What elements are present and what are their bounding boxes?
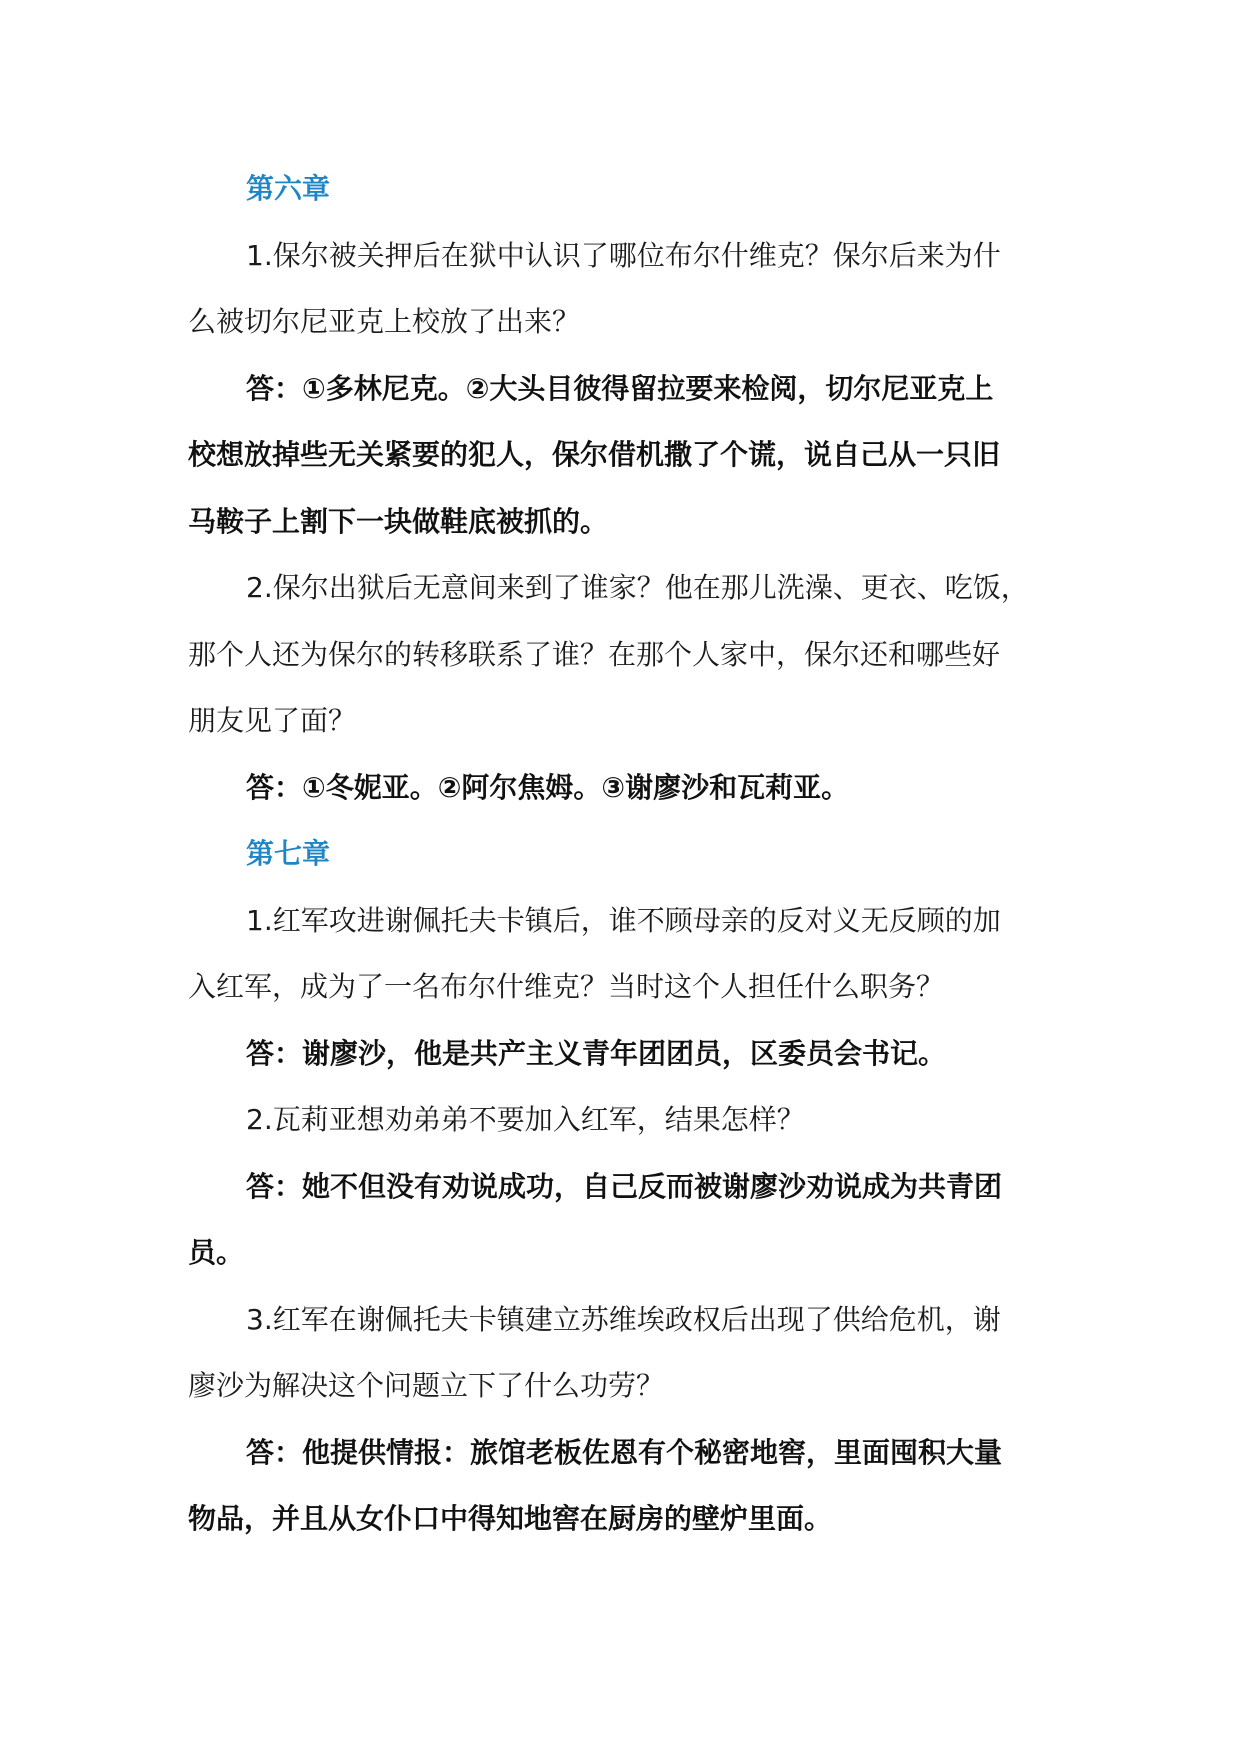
chapter-7-heading: 第七章 [246,837,331,870]
chapter-6-heading: 第六章 [246,172,331,205]
ch6-answer-1-line-2: 校想放掉些无关紧要的犯人，保尔借机撒了个谎，说自己从一只旧 [188,438,1001,471]
ch7-question-2-line-1: 2.瓦莉亚想劝弟弟不要加入红军，结果怎样？ [246,1103,805,1136]
ch7-question-1-line-1: 1.红军攻进谢佩托夫卡镇后，谁不顾母亲的反对义无反顾的加 [246,903,1001,937]
ch6-question-2-line-2: 那个人还为保尔的转移联系了谁？在那个人家中，保尔还和哪些好 [188,637,1001,671]
ch6-question-2-line-3: 朋友见了面？ [188,704,357,737]
ch6-question-1-line-2: 么被切尔尼亚克上校放了出来？ [188,305,581,338]
ch7-answer-3-line-1: 答：他提供情报：旅馆老板佐恩有个秘密地窖，里面囤积大量 [246,1435,1003,1469]
ch6-answer-1-line-1: 答：①多林尼克。②大头目彼得留拉要来检阅，切尔尼亚克上 [246,371,994,405]
ch7-question-1-line-2: 入红军，成为了一名布尔什维克？当时这个人担任什么职务？ [188,970,945,1003]
ch7-question-3-line-2: 廖沙为解决这个问题立下了什么功劳？ [188,1369,665,1402]
ch7-question-3-line-1: 3.红军在谢佩托夫卡镇建立苏维埃政权后出现了供给危机，谢 [246,1302,1001,1336]
ch7-answer-2-line-2: 员。 [188,1236,245,1269]
ch6-answer-1-line-3: 马鞍子上割下一块做鞋底被抓的。 [188,504,609,538]
ch7-answer-2-line-1: 答：她不但没有劝说成功，自己反而被谢廖沙劝说成为共青团 [246,1169,1003,1203]
ch6-question-2-line-1: 2.保尔出狱后无意间来到了谁家？他在那儿洗澡、更衣、吃饭， [246,571,1029,604]
ch7-answer-1-line-1: 答：谢廖沙，他是共产主义青年团团员，区委员会书记。 [246,1036,947,1070]
ch6-question-1-line-1: 1.保尔被关押后在狱中认识了哪位布尔什维克？保尔后来为什 [246,238,1001,272]
ch6-answer-2-line-1: 答：①冬妮亚。②阿尔焦姆。③谢廖沙和瓦莉亚。 [246,770,850,804]
document-page [188,156,1073,1553]
ch7-answer-3-line-2: 物品，并且从女仆口中得知地窖在厨房的壁炉里面。 [188,1502,833,1535]
